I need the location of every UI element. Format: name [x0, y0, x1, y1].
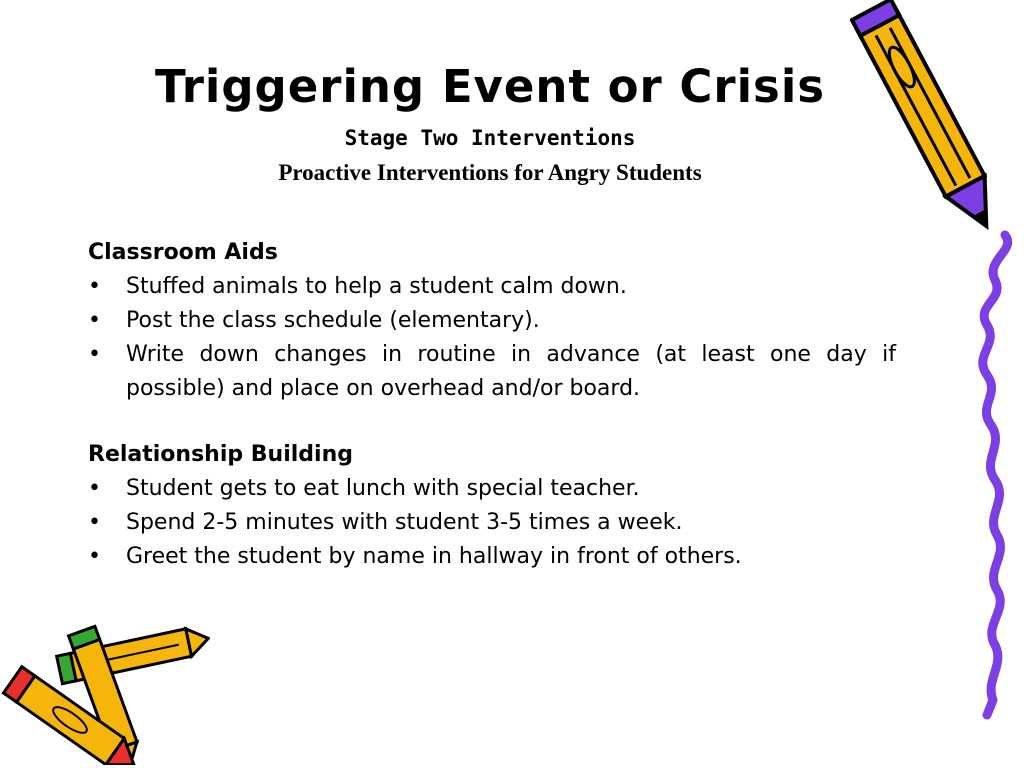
bullet-item [88, 472, 896, 506]
bullet-text: Post the class schedule (elementary). [126, 308, 540, 333]
bullet-dot-icon: • [88, 476, 101, 501]
squiggle-line-icon [965, 230, 1024, 720]
slide-subtitle: Stage Two Interventions [344, 126, 636, 150]
bullet-dot-icon: • [88, 510, 101, 535]
section-classroom-aids [88, 236, 896, 406]
section-relationship-building [88, 438, 896, 574]
bullet-item [88, 338, 896, 406]
section-heading: Relationship Building [88, 442, 353, 467]
bullet-item [88, 506, 896, 540]
pencil-clipart-icon [850, 0, 1010, 245]
bullet-dot-icon: • [88, 544, 101, 569]
slide-subtitle-secondary: Proactive Interventions for Angry Students [278, 160, 702, 185]
slide-title: Triggering Event or Crisis [154, 60, 826, 113]
bullet-dot-icon: • [88, 274, 101, 299]
bullet-text: Greet the student by name in hallway in front of others. [126, 544, 742, 569]
bullet-text: Stuffed animals to help a student calm down. [126, 274, 627, 299]
bullet-text: Student gets to eat lunch with special teacher. [126, 476, 640, 501]
bullet-text: Write down changes in routine in advance (at least one day if possible) and place on overhead and/or board. [126, 342, 896, 401]
bullet-dot-icon: • [88, 342, 101, 367]
section-heading: Classroom Aids [88, 240, 278, 265]
bullet-dot-icon: • [88, 308, 101, 333]
bullet-item [88, 540, 896, 574]
crossed-pencils-icon [0, 615, 210, 765]
bullet-item [88, 304, 896, 338]
bullet-item [88, 270, 896, 304]
bullet-text: Spend 2-5 minutes with student 3-5 times a week. [126, 510, 683, 535]
